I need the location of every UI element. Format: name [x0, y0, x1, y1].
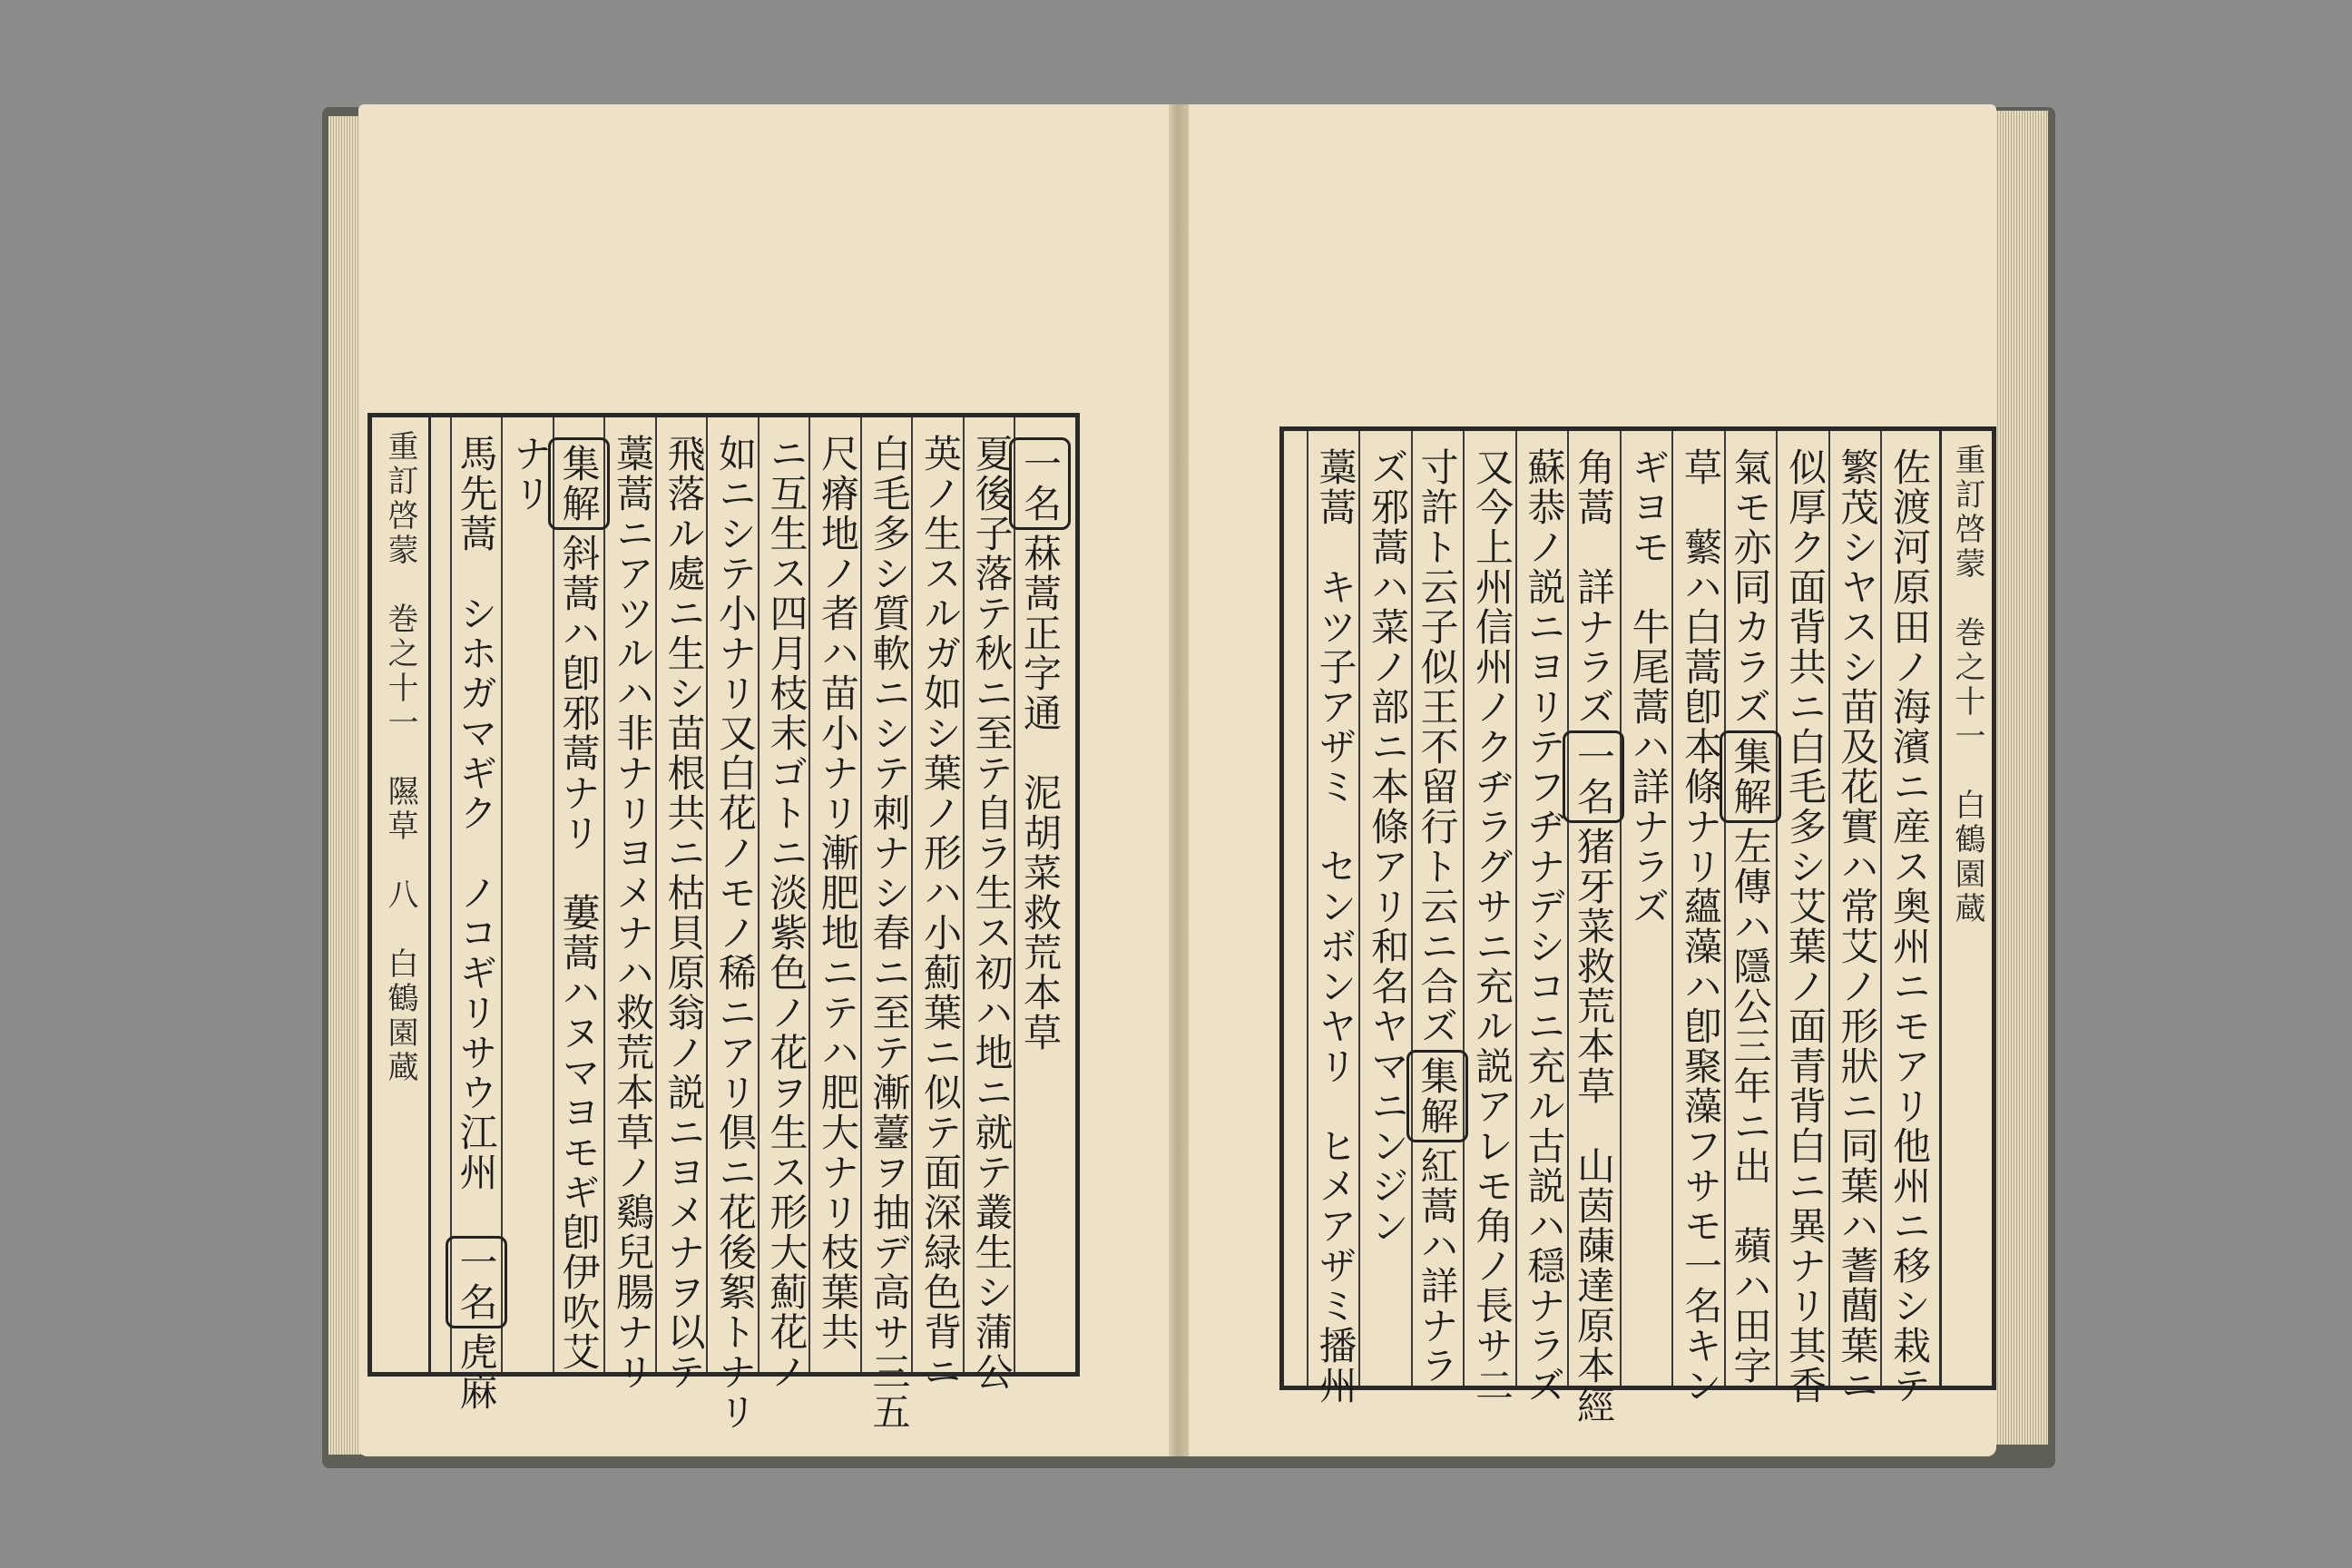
left-runner-volume: 巻之十一: [382, 603, 418, 740]
right-runner: [1943, 444, 1992, 1373]
column-text: 蘇恭ノ説ニヨリテフヂナデシコニ充ル古説ハ穏ナラズ: [1522, 447, 1567, 1406]
column-text: ズ邪蒿ハ菜ノ部ニ本條アリ和名ヤマニンジン: [1366, 447, 1410, 1246]
column-text: 氣モ亦同カラズ: [1728, 447, 1773, 727]
column-text: 如ニシテ小ナリ又白花ノモノ稀ニアリ倶ニ花後絮トナリ: [713, 434, 758, 1432]
right-runner-collection: 白鶴園蔵: [1949, 789, 1985, 926]
column-text: 虎麻: [454, 1332, 499, 1412]
column-text: 飛落ル處ニ生シ苗根共ニ枯貝原翁ノ説ニヨメナヲ以テ: [662, 434, 707, 1392]
column-text: 草 蘩ハ白蒿卽本條ナリ蘊藻ハ卽聚藻フサモ一名キン: [1679, 447, 1723, 1406]
text-column: [1308, 447, 1364, 1406]
text-column: [861, 434, 917, 1432]
column-text: 藁蒿ニアツルハ非ナリヨメナハ救荒本草ノ鷄兒腸ナリ: [611, 434, 655, 1392]
column-text: 左傳ハ隱公三年ニ出 蘋ハ田字: [1728, 827, 1773, 1386]
heading-tag: 集解: [1720, 730, 1781, 823]
left-runner-collection: 白鶴園蔵: [382, 947, 418, 1085]
right-runner-divider: [1939, 431, 1942, 1386]
text-column: [1829, 447, 1886, 1406]
column-text: 似厚ク面背共ニ白毛多シ艾葉ノ面青背白ニ異ナリ其香: [1783, 447, 1828, 1406]
left-text-block: [368, 413, 1080, 1432]
text-column: [1621, 447, 1677, 1373]
column-text: 繁茂シヤスシ苗及花實ハ常艾ノ形狀ニ同葉ハ蓍䕡葉ニ: [1835, 447, 1880, 1406]
column-text: 寸許ト云子似王不留行ト云ニ合ズ: [1415, 447, 1460, 1046]
text-column: [1777, 447, 1833, 1406]
text-column: [604, 434, 661, 1392]
left-runner: [376, 430, 425, 1359]
column-text: 白毛多シ質軟ニシテ刺ナシ春ニ至テ漸薹ヲ抽デ高サ三五: [867, 434, 912, 1432]
column-text: 英ノ生スルガ如シ葉ノ形ハ小薊葉ニ似テ面深緑色背ニ: [918, 434, 963, 1392]
column-text: 佐渡河原田ノ海濱ニ産ス奥州ニモアリ他州ニ移シ栽テ: [1887, 447, 1932, 1406]
heading-tag: 一名: [446, 1236, 507, 1328]
left-runner-section: 隰草: [382, 775, 418, 844]
text-column: [759, 434, 815, 1392]
column-text: 斜蒿ハ卽邪蒿ナリ 蔞蒿ハヌマヨモギ卽伊吹艾: [556, 534, 602, 1372]
text-column: [912, 434, 968, 1392]
column-text: 尺瘠地ノ者ハ苗小ナリ漸肥地ニテハ肥大ナリ枝葉共: [816, 434, 860, 1352]
column-text: 又今上州信州ノクヂラグサニ充ル説アレモ角ノ長サ二: [1470, 447, 1514, 1406]
text-column: [1014, 434, 1071, 1359]
right-runner-volume: 巻之十一: [1949, 616, 1985, 754]
text-column: [1881, 447, 1937, 1406]
text-column: [1672, 447, 1729, 1406]
right-text-block: [1279, 426, 1996, 1426]
heading-tag: 集解: [1406, 1050, 1468, 1142]
column-text: ギヨモ 牛尾蒿ハ詳ナラズ: [1626, 447, 1671, 926]
text-column: [707, 434, 763, 1432]
right-page-edges: [1990, 111, 2048, 1445]
text-column: [1568, 447, 1624, 1426]
column-text: 紅蒿ハ詳ナラ: [1415, 1146, 1460, 1386]
column-text: ニ互生ス四月枝末ゴトニ淡紫色ノ花ヲ生ス形大薊花ノ: [764, 434, 809, 1392]
heading-tag: 一名: [1563, 730, 1624, 823]
column-text: 藁蒿 キツ子アザミ センボンヤリ ヒメアザミ播州: [1313, 447, 1358, 1406]
text-column: [1412, 447, 1468, 1386]
column-text: 夏後子落テ秋ニ至テ自ラ生ス初ハ地ニ就テ叢生シ蒲公: [969, 434, 1014, 1392]
column-text: 馬先蒿 シホガマギク ノコギリサウ江州: [454, 434, 499, 1232]
text-column: [1359, 447, 1416, 1373]
left-runner-folio: 八: [382, 878, 418, 913]
column-text: 猪牙菜救荒本草 山茵蔯達原本經: [1572, 827, 1616, 1426]
left-runner-divider: [428, 417, 431, 1372]
column-text: ナリ: [508, 434, 553, 514]
heading-tag: 集解: [548, 437, 610, 530]
column-text: 角蒿 詳ナラズ: [1572, 447, 1616, 727]
text-column: [554, 434, 610, 1372]
text-column: [502, 434, 558, 1359]
text-column: [1464, 447, 1520, 1406]
heading-tag: 一名: [1009, 437, 1071, 530]
right-runner-title: 重訂啓蒙: [1949, 444, 1985, 582]
text-column: [809, 434, 866, 1359]
column-text: 菻蒿正字通 泥胡菜救荒本草: [1018, 534, 1063, 1053]
text-column: [964, 434, 1020, 1392]
book-gutter: [1169, 104, 1189, 1456]
text-column: [656, 434, 712, 1392]
left-runner-title: 重訂啓蒙: [382, 430, 418, 568]
text-column: [451, 434, 507, 1412]
text-column: [1725, 447, 1781, 1386]
text-column: [1516, 447, 1573, 1406]
